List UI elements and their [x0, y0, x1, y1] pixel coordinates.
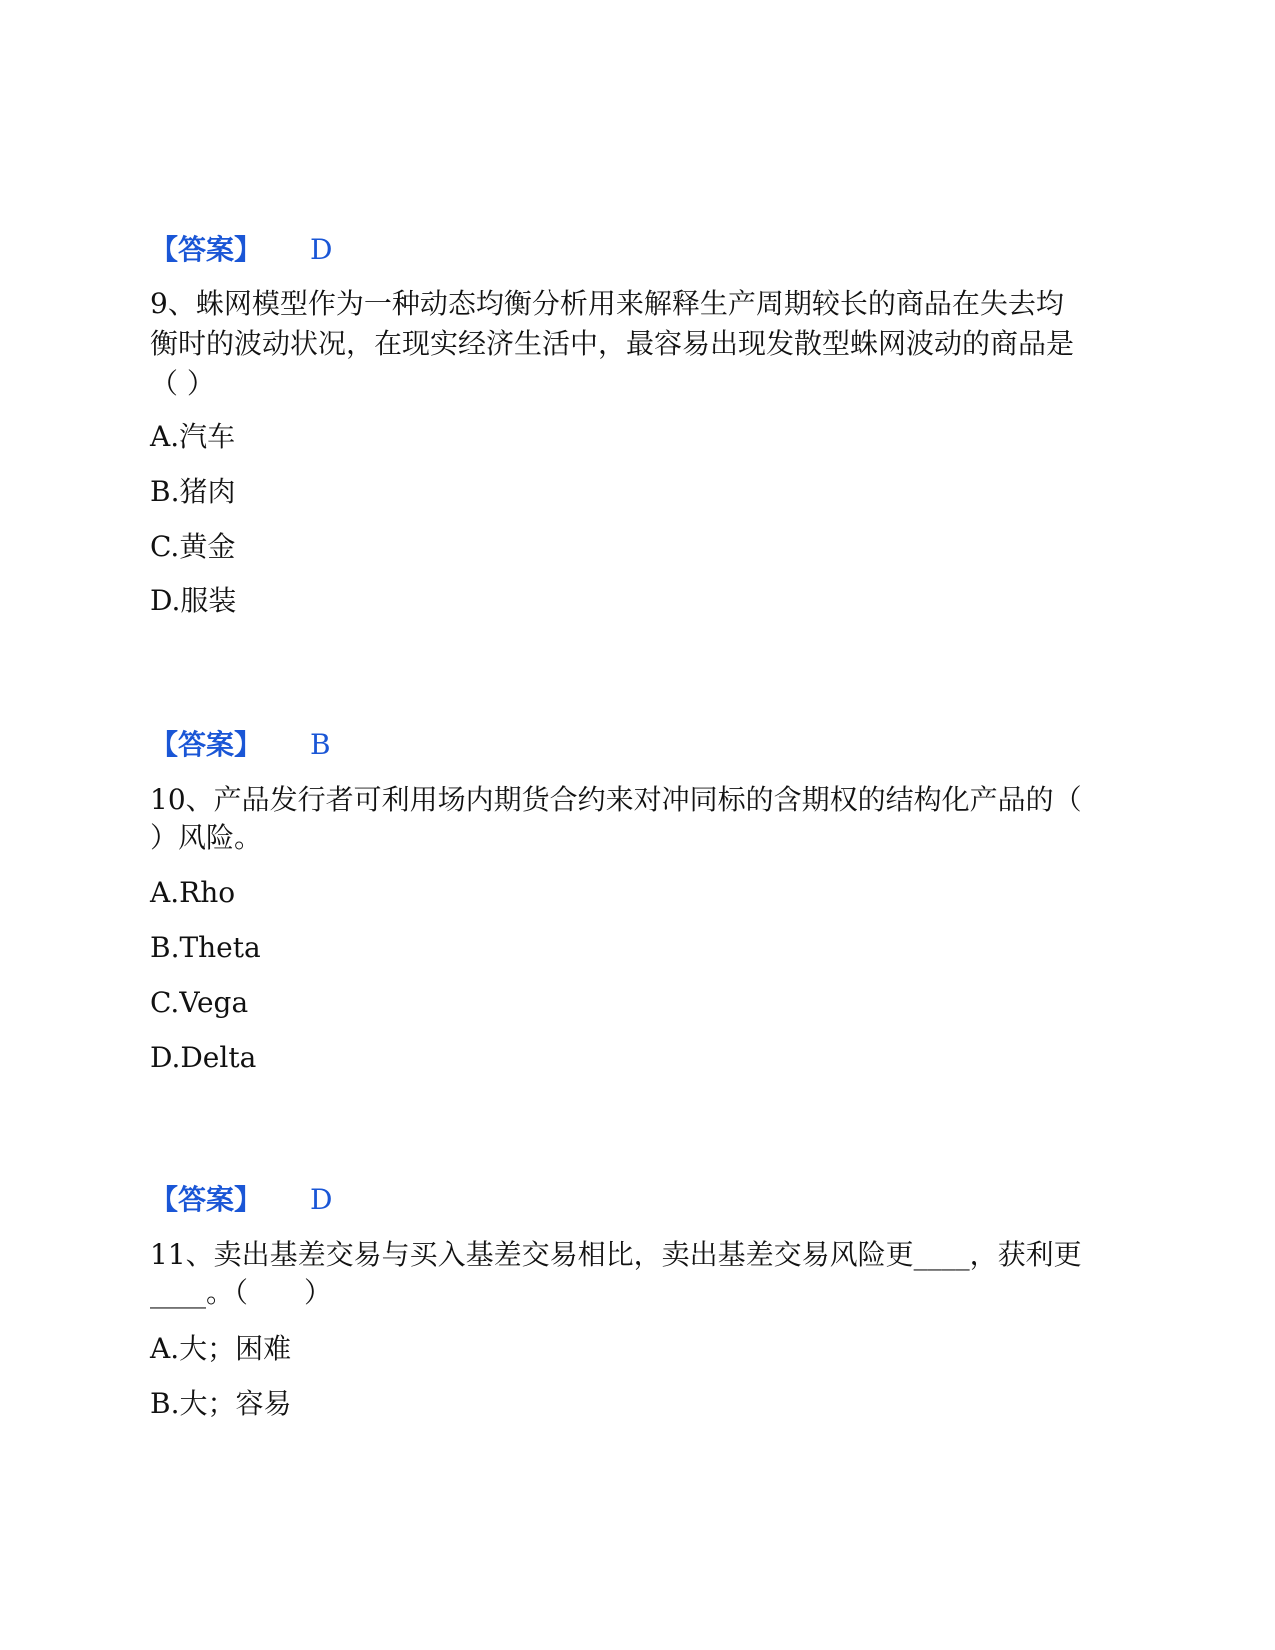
- question-10-line-2: ）风险。: [150, 821, 263, 854]
- question-9-option-a: A.汽车: [150, 420, 236, 453]
- question-10-option-c: C.Vega: [150, 986, 249, 1019]
- answer-value: D: [310, 1183, 333, 1216]
- answer-value: D: [310, 233, 333, 266]
- answer-value: B: [310, 728, 331, 761]
- question-9-option-c: C.黄金: [150, 530, 236, 563]
- question-9-line-1: 9、蛛网模型作为一种动态均衡分析用来解释生产周期较长的商品在失去均: [150, 287, 1064, 320]
- answer-label: 【答案】: [150, 233, 263, 266]
- question-9-line-2: 衡时的波动状况，在现实经济生活中，最容易出现发散型蛛网波动的商品是: [150, 327, 1075, 360]
- question-11-line-1: 11、卖出基差交易与买入基差交易相比，卖出基差交易风险更____，获利更: [150, 1238, 1082, 1271]
- question-9-option-b: B.猪肉: [150, 475, 236, 508]
- question-10-option-b: B.Theta: [150, 931, 261, 964]
- answer-row: [150, 1180, 332, 1220]
- question-9-line-3: （ ）: [150, 367, 215, 400]
- question-11-option-b: B.大；容易: [150, 1387, 292, 1420]
- question-10-option-d: D.Delta: [150, 1041, 257, 1074]
- question-11-line-2: ____。（ ）: [150, 1276, 333, 1309]
- answer-label: 【答案】: [150, 728, 263, 761]
- answer-row: [150, 725, 331, 765]
- answer-label: 【答案】: [150, 1183, 263, 1216]
- question-11-option-a: A.大；困难: [150, 1332, 292, 1365]
- answer-row: [150, 230, 332, 270]
- question-9-option-d: D.服装: [150, 584, 237, 617]
- question-10-option-a: A.Rho: [150, 876, 236, 909]
- question-10-line-1: 10、产品发行者可利用场内期货合约来对冲同标的含期权的结构化产品的（: [150, 783, 1082, 816]
